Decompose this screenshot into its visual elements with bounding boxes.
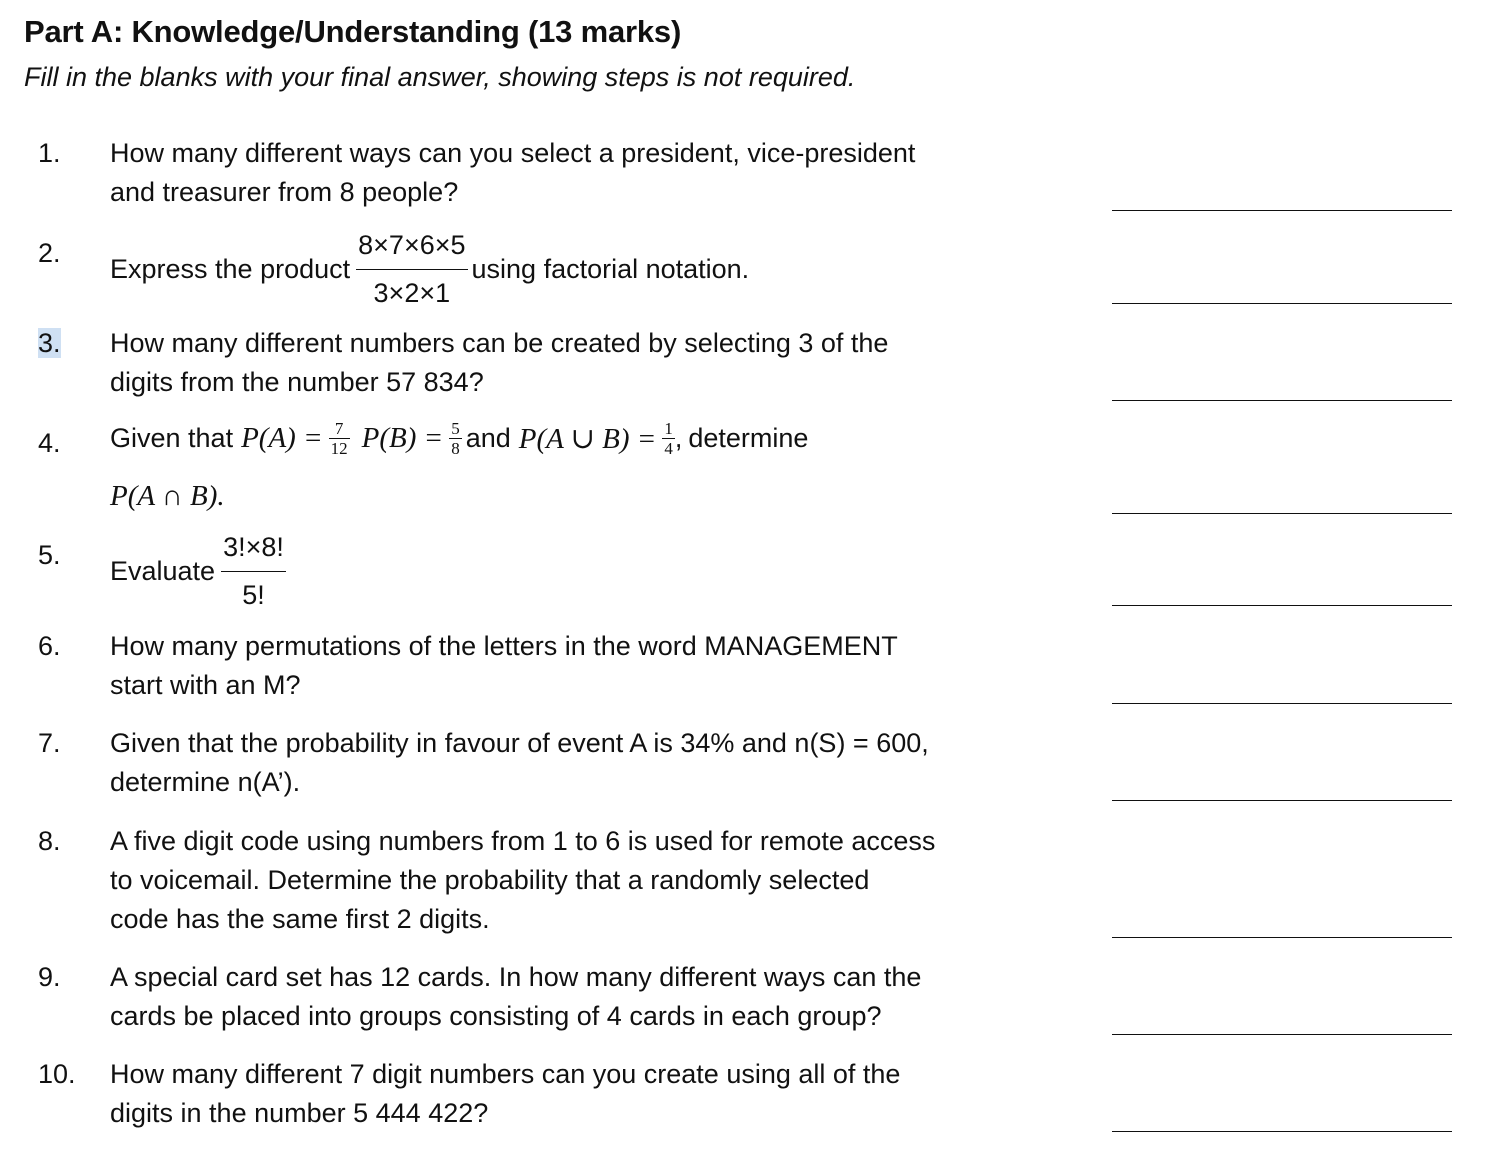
fraction-numerator: 3!×8! bbox=[221, 534, 286, 572]
answer-blank-9[interactable] bbox=[1112, 1034, 1452, 1035]
question-2-suffix: using factorial notation. bbox=[471, 254, 750, 284]
question-5 bbox=[110, 534, 286, 609]
question-number: 7. bbox=[38, 728, 61, 758]
prob-a: P(A) = bbox=[241, 422, 323, 454]
question-5-prefix: Evaluate bbox=[110, 556, 216, 586]
prob-union-fraction bbox=[662, 420, 675, 457]
answer-blank-1[interactable] bbox=[1112, 210, 1452, 211]
question-6-line-2: start with an M? bbox=[110, 670, 301, 700]
question-9-line-2: cards be placed into groups consisting of 4 cards in each group? bbox=[110, 1001, 882, 1031]
fraction-denominator: 3×2×1 bbox=[373, 278, 451, 308]
section-title: Part A: Knowledge/Understanding (13 marks) bbox=[24, 14, 682, 49]
answer-blank-4[interactable] bbox=[1112, 513, 1452, 514]
question-4-line-1 bbox=[110, 420, 808, 457]
prob-union: P(A ∪ B) = bbox=[518, 423, 657, 455]
question-1-line-2: and treasurer from 8 people? bbox=[110, 177, 459, 207]
instructions: Fill in the blanks with your final answer, showing steps is not required. bbox=[24, 62, 856, 92]
fraction-numerator: 7 bbox=[329, 420, 350, 439]
question-8-line-1: A five digit code using numbers from 1 to 6 is used for remote access bbox=[110, 826, 936, 856]
question-3-number: 3. bbox=[38, 328, 61, 358]
question-2 bbox=[110, 232, 749, 307]
question-10-line-1: How many different 7 digit numbers can you create using all of the bbox=[110, 1059, 901, 1089]
fraction-denominator: 12 bbox=[330, 439, 348, 458]
prob-b-fraction bbox=[449, 420, 462, 457]
question-8-line-3: code has the same first 2 digits. bbox=[110, 904, 490, 934]
text-and: and bbox=[465, 423, 511, 453]
answer-blank-5[interactable] bbox=[1112, 605, 1452, 606]
question-number: 1. bbox=[38, 138, 61, 168]
question-number: 5. bbox=[38, 540, 61, 570]
fraction-denominator: 4 bbox=[664, 439, 673, 458]
answer-blank-7[interactable] bbox=[1112, 800, 1452, 801]
comma: , bbox=[674, 423, 683, 453]
answer-blank-6[interactable] bbox=[1112, 703, 1452, 704]
question-2-prefix: Express the product bbox=[110, 254, 351, 284]
question-7-line-2: determine n(A’). bbox=[110, 767, 301, 797]
text-given: Given that bbox=[110, 423, 234, 453]
question-4-target: P(A ∩ B). bbox=[110, 480, 225, 512]
factorial-fraction bbox=[221, 534, 286, 609]
question-number: 4. bbox=[38, 428, 61, 458]
question-3-line-1: How many different numbers can be created by selecting 3 of the bbox=[110, 328, 889, 358]
answer-blank-2[interactable] bbox=[1112, 303, 1452, 304]
question-8-line-2: to voicemail. Determine the probability that a randomly selected bbox=[110, 865, 870, 895]
prob-a-fraction bbox=[329, 420, 350, 457]
fraction-numerator: 5 bbox=[451, 419, 460, 438]
answer-blank-10[interactable] bbox=[1112, 1131, 1452, 1132]
question-number: 8. bbox=[38, 826, 61, 856]
answer-blank-8[interactable] bbox=[1112, 937, 1452, 938]
question-number bbox=[38, 328, 61, 359]
question-number: 6. bbox=[38, 631, 61, 661]
fraction-numerator: 1 bbox=[664, 419, 673, 438]
question-10-line-2: digits in the number 5 444 422? bbox=[110, 1098, 489, 1128]
question-number: 2. bbox=[38, 238, 61, 268]
question-6-line-1: How many permutations of the letters in the word MANAGEMENT bbox=[110, 631, 898, 661]
question-number: 10. bbox=[38, 1059, 76, 1089]
question-3-line-2: digits from the number 57 834? bbox=[110, 367, 484, 397]
text-determine: determine bbox=[688, 423, 809, 453]
question-9-line-1: A special card set has 12 cards. In how many different ways can the bbox=[110, 962, 922, 992]
answer-blank-3[interactable] bbox=[1112, 400, 1452, 401]
question-number: 9. bbox=[38, 962, 61, 992]
question-7-line-1: Given that the probability in favour of event A is 34% and n(S) = 600, bbox=[110, 728, 929, 758]
prob-b: P(B) = bbox=[361, 422, 444, 454]
fraction-numerator: 8×7×6×5 bbox=[356, 232, 467, 270]
fraction-denominator: 8 bbox=[451, 439, 460, 458]
fraction-denominator: 5! bbox=[242, 580, 265, 610]
question-1-line-1: How many different ways can you select a president, vice-president bbox=[110, 138, 916, 168]
product-fraction bbox=[356, 232, 467, 307]
